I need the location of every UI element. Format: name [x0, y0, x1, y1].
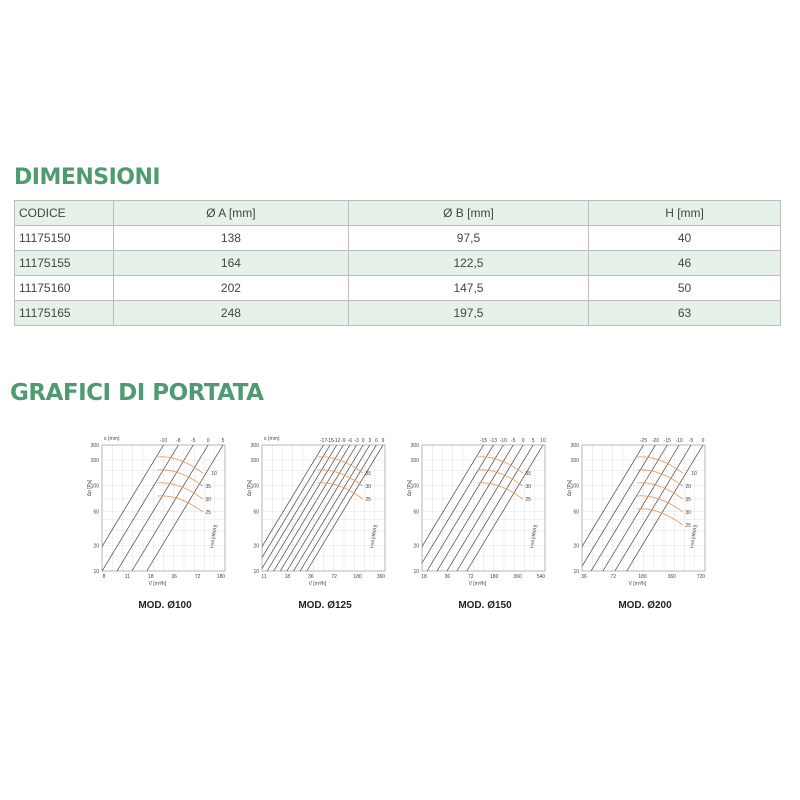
chart-title: MOD. Ø150: [458, 600, 512, 611]
table-cell: 97,5: [348, 226, 588, 251]
noise-value-label: 10: [211, 471, 217, 477]
y-tick-label: 10: [573, 569, 579, 575]
damper-setting-label: -15: [479, 438, 488, 444]
table-cell: 202: [114, 276, 349, 301]
y-tick-label: 200: [90, 458, 99, 465]
x-tick-label: 360: [667, 574, 676, 580]
chart-title: MOD. Ø200: [618, 600, 672, 611]
y-tick-label: 20: [413, 543, 419, 550]
damper-setting-label: -15: [326, 438, 334, 444]
y-tick-label: 50: [413, 509, 419, 516]
damper-line: [579, 445, 655, 571]
damper-setting-label: 0: [521, 438, 525, 444]
x-tick-label: 540: [536, 574, 546, 580]
x-tick-label: 18: [284, 574, 291, 580]
table-cell: 46: [589, 251, 781, 276]
damper-line: [615, 445, 691, 571]
x-tick-label: 36: [444, 574, 451, 580]
noise-curve: [157, 470, 203, 486]
top-axis-label: s (mm): [104, 436, 120, 442]
chart-title: MOD. Ø100: [138, 600, 192, 611]
column-header: Ø A [mm]: [114, 201, 349, 226]
dimensions-table: [14, 200, 781, 326]
flow-chart-d125: [245, 430, 405, 590]
damper-setting-label: -6: [347, 438, 353, 444]
table-cell: 11175165: [15, 301, 114, 326]
damper-setting-label: 5: [531, 438, 535, 444]
damper-setting-label: -9: [341, 438, 346, 444]
x-axis-label: V [m³/h]: [308, 581, 327, 587]
damper-line: [427, 445, 503, 571]
noise-axis-label: Lwa [dB(A)]: [688, 524, 698, 549]
y-tick-label: 100: [410, 483, 419, 490]
damper-setting-label: 0: [361, 438, 365, 444]
noise-value-label: 30: [365, 484, 371, 490]
table-cell: 11175150: [15, 226, 114, 251]
y-tick-label: 50: [573, 509, 579, 516]
column-header: H [mm]: [589, 201, 781, 226]
column-header: CODICE: [15, 201, 114, 226]
damper-setting-label: -13: [489, 438, 498, 444]
table-cell: 147,5: [348, 276, 588, 301]
noise-value-label: 25: [205, 510, 211, 516]
table-row: [15, 301, 781, 326]
damper-line: [447, 445, 523, 571]
damper-setting-label: -5: [688, 438, 694, 444]
x-tick-label: 8: [102, 574, 106, 580]
y-tick-label: 300: [410, 443, 419, 449]
x-tick-label: 36: [581, 574, 587, 580]
x-axis-label: V [m³/h]: [148, 581, 167, 587]
damper-setting-label: -17: [319, 438, 328, 444]
x-tick-label: 72: [331, 574, 337, 580]
damper-setting-label: 0: [206, 438, 210, 444]
noise-axis-label: Lwa [dB(A)]: [208, 524, 218, 549]
damper-setting-label: 9: [381, 438, 385, 444]
damper-setting-label: 5: [221, 438, 225, 444]
y-tick-label: 20: [253, 543, 259, 550]
table-cell: 248: [114, 301, 349, 326]
y-tick-label: 20: [93, 543, 99, 550]
flow-chart-d200: [565, 430, 725, 590]
y-tick-label: 300: [250, 443, 259, 449]
damper-setting-label: 10: [540, 438, 546, 444]
x-tick-label: 180: [216, 574, 226, 580]
damper-setting-label: -12: [333, 438, 341, 444]
noise-value-label: 35: [685, 497, 691, 503]
top-axis-label: s (mm): [264, 436, 280, 442]
damper-line: [437, 445, 513, 571]
damper-setting-label: -8: [176, 438, 181, 444]
table-cell: 122,5: [348, 251, 588, 276]
noise-value-label: 30: [525, 484, 531, 490]
damper-setting-label: -10: [159, 438, 168, 444]
y-tick-label: 10: [413, 569, 419, 575]
y-tick-label: 200: [570, 458, 579, 465]
noise-curve: [157, 496, 203, 512]
flow-chart-d150: [405, 430, 565, 590]
noise-value-label: 10: [691, 471, 697, 477]
noise-axis-label: Lwa [dB(A)]: [368, 524, 378, 549]
x-tick-label: 180: [353, 574, 362, 580]
column-header: Ø B [mm]: [348, 201, 588, 226]
damper-line: [627, 445, 703, 571]
damper-line: [117, 445, 193, 571]
noise-value-label: 25: [365, 497, 371, 503]
damper-setting-label: -5: [511, 438, 516, 444]
table-row: [15, 251, 781, 276]
noise-value-label: 35: [205, 484, 211, 490]
noise-curve: [477, 483, 523, 499]
damper-setting-label: -10: [675, 438, 683, 444]
table-row: [15, 276, 781, 301]
y-tick-label: 100: [90, 483, 99, 490]
x-tick-label: 11: [261, 574, 267, 580]
noise-value-label: 30: [685, 510, 691, 516]
x-tick-label: 720: [696, 574, 706, 580]
y-tick-label: 100: [570, 483, 579, 490]
table-cell: 11175160: [15, 276, 114, 301]
x-tick-label: 36: [171, 574, 177, 580]
y-tick-label: 50: [93, 509, 99, 516]
x-tick-label: 72: [610, 574, 617, 580]
y-tick-label: 10: [253, 569, 259, 575]
noise-curve: [317, 483, 363, 499]
damper-line: [467, 445, 543, 571]
x-tick-label: 11: [124, 574, 131, 580]
y-tick-label: 10: [93, 569, 99, 575]
x-tick-label: 360: [376, 574, 386, 580]
table-cell: 197,5: [348, 301, 588, 326]
table-cell: 138: [114, 226, 349, 251]
x-tick-label: 18: [421, 574, 427, 580]
y-tick-label: 300: [570, 443, 579, 449]
noise-value-label: 20: [685, 484, 691, 490]
x-tick-label: 72: [194, 574, 201, 580]
x-tick-label: 180: [490, 574, 499, 580]
flow-chart-d100: [85, 430, 245, 590]
y-axis-label: Δp [Pa]: [567, 479, 573, 497]
y-tick-label: 100: [250, 483, 259, 490]
dimensions-title: DIMENSIONI: [14, 165, 161, 190]
x-tick-label: 360: [513, 574, 522, 580]
table-row: [15, 226, 781, 251]
x-axis-label: V [m³/h]: [468, 581, 487, 587]
noise-value-label: 25: [525, 497, 531, 503]
table-cell: 11175155: [15, 251, 114, 276]
x-tick-label: 72: [468, 574, 474, 580]
noise-curve: [637, 496, 683, 512]
noise-value-label: 35: [525, 471, 531, 477]
x-tick-label: 180: [638, 574, 647, 580]
y-tick-label: 20: [573, 543, 579, 550]
table-cell: 63: [589, 301, 781, 326]
x-axis-label: V [m³/h]: [628, 581, 647, 587]
table-cell: 40: [589, 226, 781, 251]
damper-setting-label: -15: [663, 438, 671, 444]
x-tick-label: 36: [308, 574, 314, 580]
damper-line: [147, 445, 223, 571]
chart-title: MOD. Ø125: [298, 600, 352, 611]
damper-setting-label: 6: [374, 438, 378, 444]
x-tick-label: 18: [148, 574, 154, 580]
table-cell: 50: [589, 276, 781, 301]
table-cell: 164: [114, 251, 349, 276]
table-header-row: [15, 201, 781, 226]
noise-value-label: 35: [365, 471, 371, 477]
damper-line: [102, 445, 178, 571]
damper-line: [457, 445, 533, 571]
damper-setting-label: 0: [701, 438, 705, 444]
y-axis-label: Δp [Pa]: [407, 479, 413, 497]
damper-setting-label: -3: [354, 438, 359, 444]
damper-setting-label: 3: [368, 438, 372, 444]
damper-line: [417, 445, 493, 571]
noise-value-label: 25: [685, 523, 691, 529]
damper-setting-label: -5: [191, 438, 196, 444]
damper-setting-label: -10: [499, 438, 507, 444]
y-tick-label: 200: [250, 458, 259, 465]
damper-setting-label: -20: [651, 438, 660, 444]
noise-value-label: 30: [205, 497, 211, 503]
noise-axis-label: Lwa [dB(A)]: [528, 524, 538, 549]
y-tick-label: 50: [253, 509, 259, 516]
y-tick-label: 300: [90, 443, 99, 449]
charts-title: GRAFICI DI PORTATA: [10, 380, 264, 406]
damper-setting-label: -25: [639, 438, 648, 444]
y-axis-label: Δp [Pa]: [247, 479, 253, 497]
y-tick-label: 200: [410, 458, 419, 465]
y-axis-label: Δp [Pa]: [87, 479, 93, 497]
